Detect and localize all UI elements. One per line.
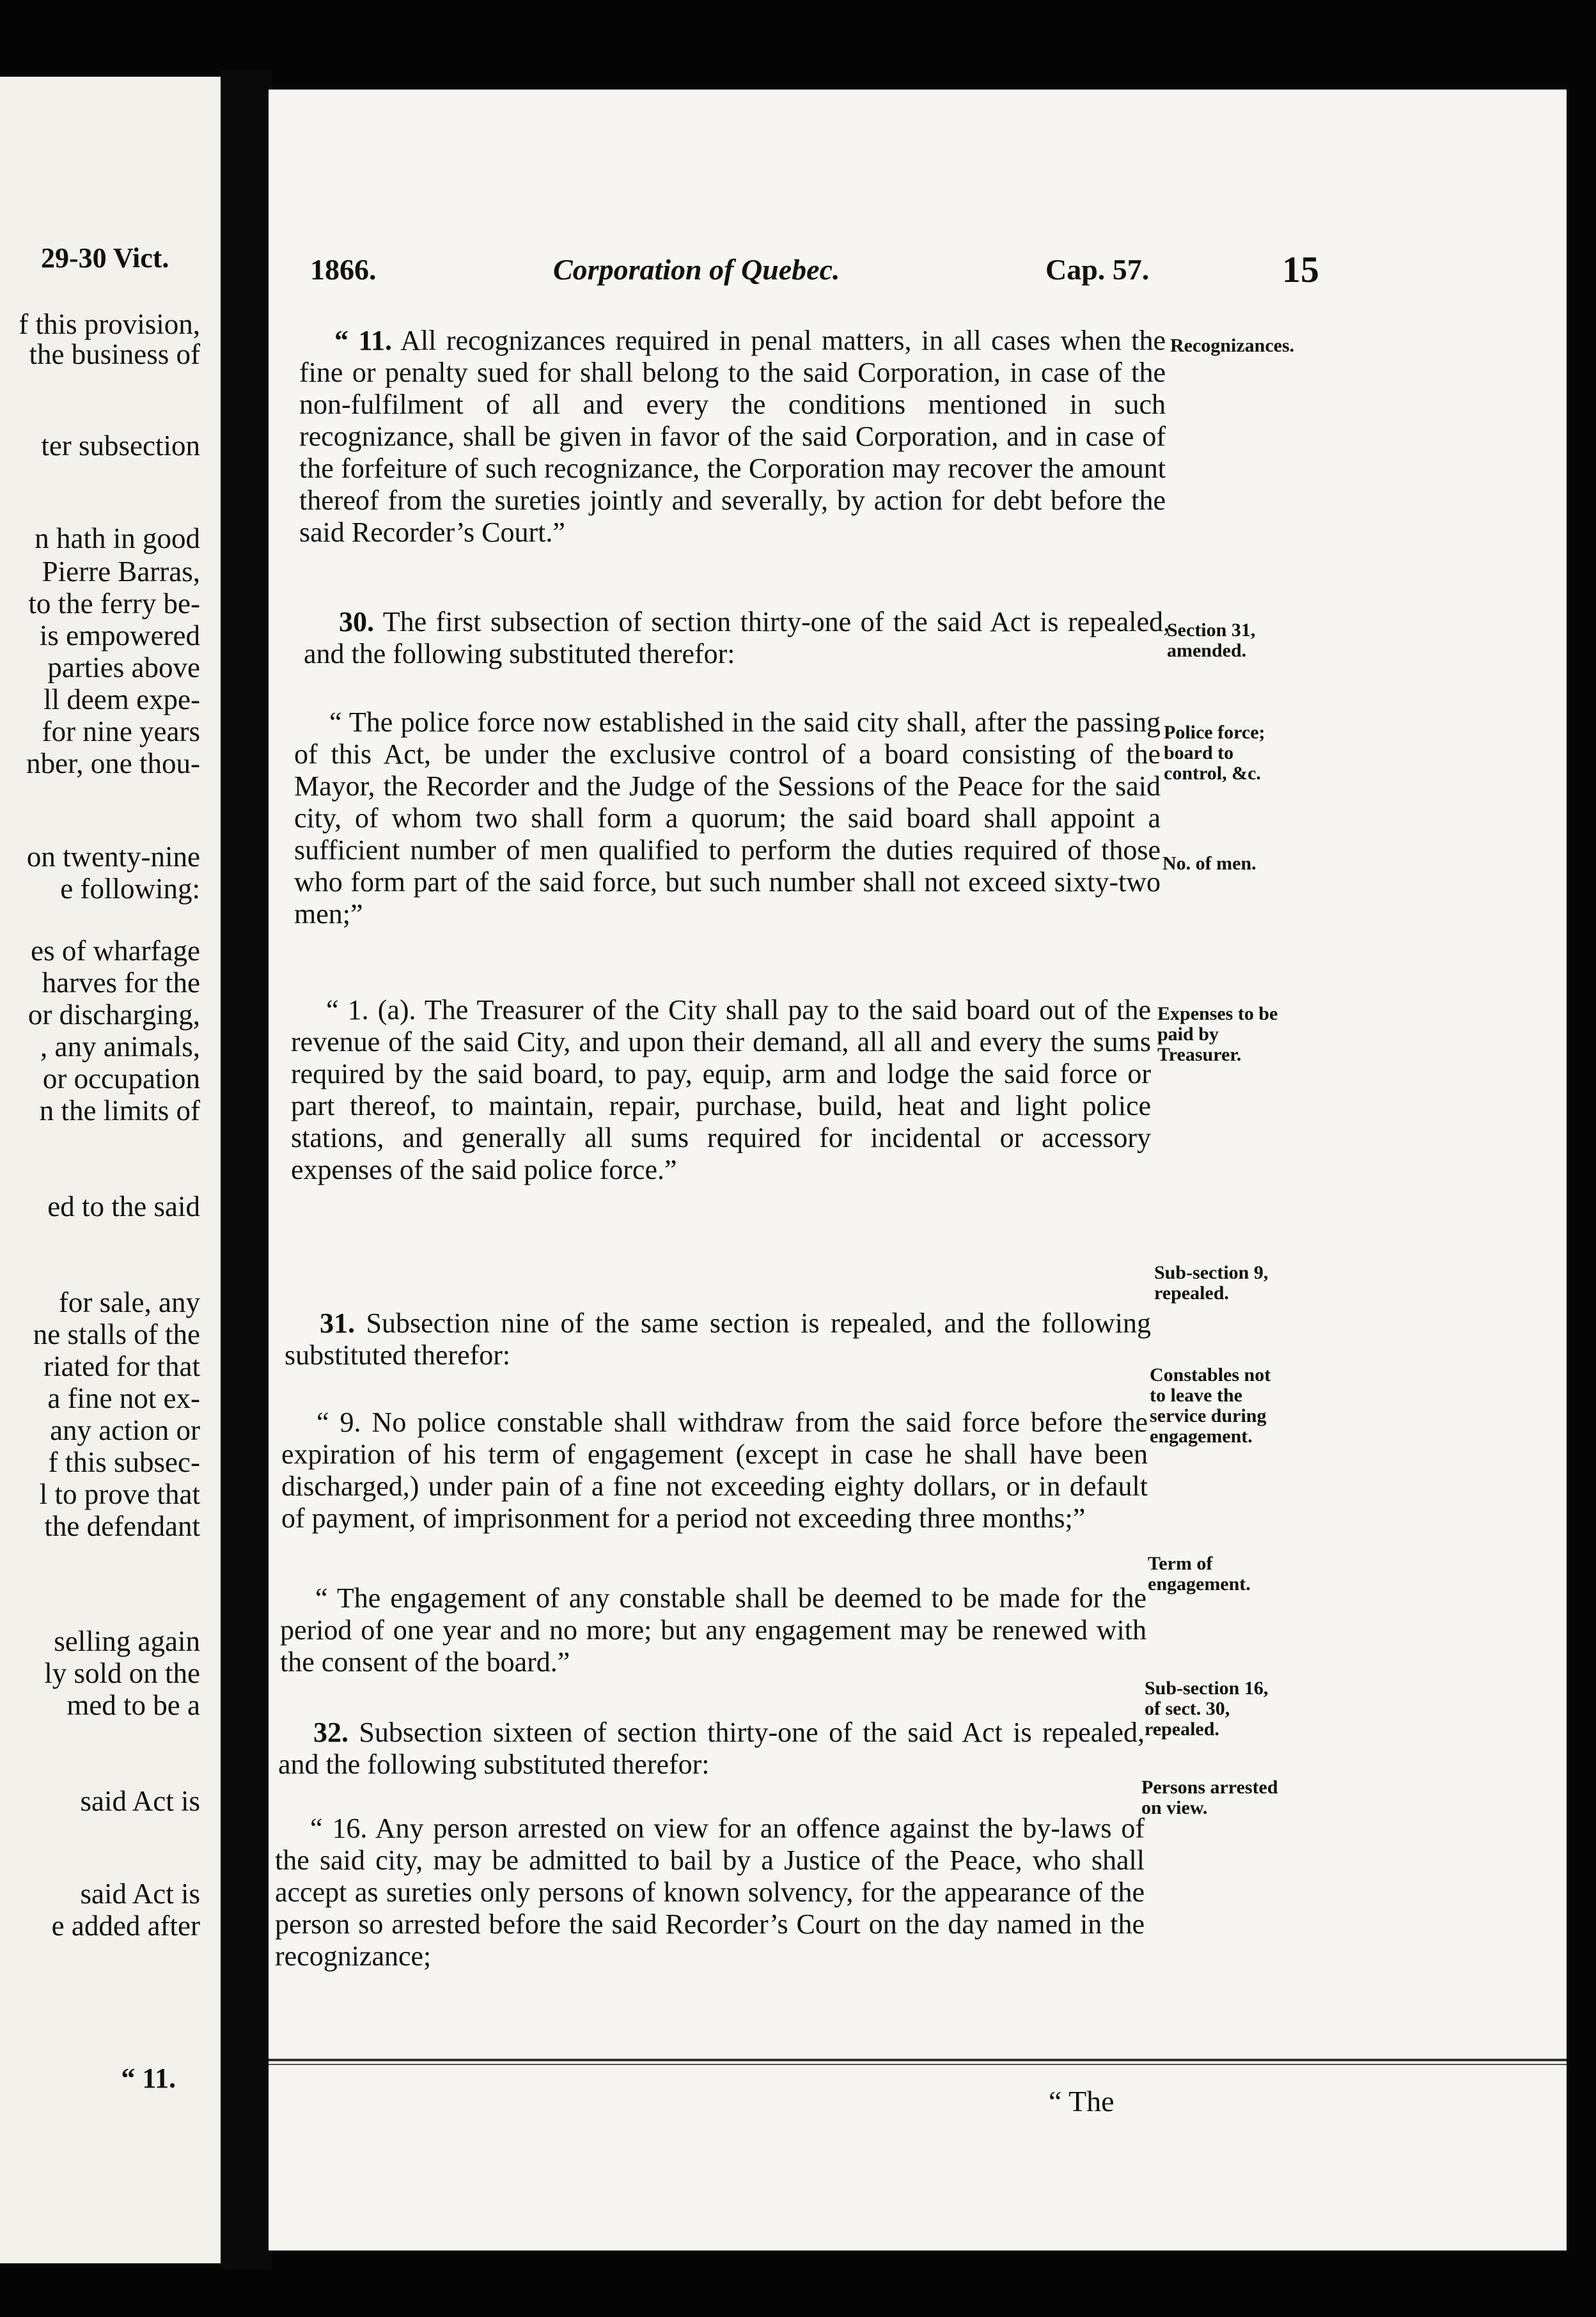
paragraph-engagement: “ The engagement of any constable shall be deemed to be made for the period of one year and no more; but any engagement may be renewed with the consent of the board.” (280, 1582, 1146, 1678)
left-text-line: n hath in good (35, 522, 200, 554)
paragraph-30: 30. The first subsection of section thirty-one of the said Act is repealed, and the following substituted therefor: (304, 606, 1170, 669)
left-text-line: e following: (60, 873, 200, 905)
page-number: 15 (1282, 249, 1319, 290)
marginal-note-police-board: Police force; board to control, &c. (1164, 722, 1265, 784)
left-page-header: 29-30 Vict. (41, 242, 169, 274)
left-text-line: any action or (50, 1414, 200, 1446)
left-text-line: selling again (54, 1625, 200, 1657)
left-text-line: for sale, any (58, 1286, 200, 1318)
left-text-line: med to be a (66, 1689, 200, 1721)
paragraph-32: 32. Subsection sixteen of section thirty-one of the said Act is repealed, and the following substituted therefor: (278, 1717, 1145, 1780)
paragraph-police-force: “ The police force now established in the said city shall, after the passing of this Act, be under the exclusive control of a board consisting of the Mayor, the Recorder and the Judge of the Sessions of the Peace for the said city, of whom two shall form a quorum; the said board shall appoint a sufficient number of men qualified to perform the duties required of those who form part of the said force, but such number shall not exceed sixty-two men;” (294, 706, 1161, 930)
running-head-chapter: Cap. 57. (1045, 253, 1150, 286)
paragraph-11: “ 11. All recognizances required in penal matters, in all cases when the fine or penalty sued for shall belong to the said Corporation, in case of the non-fulfilment of all and every the conditions mentioned in such recognizance, shall be given in favor of the said Corporation, and in case of the forfeiture of such recognizance, the Corporation may recover the amount thereof from the sureties jointly and severally, by action for debt before the said Recorder’s Court.” (299, 325, 1166, 548)
left-text-line: ter subsection (41, 430, 200, 462)
marginal-note-no-of-men: No. of men. (1162, 853, 1256, 874)
left-text-line: said Act is (80, 1878, 200, 1910)
paragraph-16: “ 16. Any person arrested on view for an offence against the by-laws of the said city, may be admitted to bail by a Justice of the Peace, who shall accept as sureties only persons of known solvency, for the appearance of the person so arrested before the said Recorder’s Court on the day named in the recognizance; (275, 1813, 1145, 1972)
left-text-line: , any animals, (40, 1031, 200, 1063)
left-text-line: riated for that (43, 1350, 200, 1382)
left-text-line: l to prove that (39, 1478, 200, 1510)
paragraph-31: 31. Subsection nine of the same section is repealed, and the following substituted therefor: (285, 1307, 1151, 1371)
marginal-note-recognizances: Recognizances. (1170, 335, 1295, 356)
marginal-note-subsection9: Sub-section 9, repealed. (1154, 1262, 1269, 1304)
marginal-note-persons-arrested: Persons arrested on view. (1141, 1777, 1278, 1818)
left-text-line: for nine years (42, 715, 200, 747)
left-text-line: parties above (47, 651, 200, 683)
running-head-title: Corporation of Quebec. (553, 253, 840, 286)
left-text-line: f this provision, (19, 308, 200, 340)
left-text-line: ll deem expe- (43, 683, 200, 715)
left-text-line: the defendant (44, 1510, 200, 1542)
marginal-note-expenses: Expenses to be paid by Treasurer. (1157, 1003, 1278, 1065)
bottom-rule-secondary (269, 2064, 1567, 2065)
left-text-line: on twenty-nine (26, 841, 200, 873)
page-gutter (221, 70, 272, 2270)
left-text-line: nber, one thou- (26, 747, 200, 779)
marginal-note-section31: Section 31, amended. (1167, 620, 1256, 661)
left-text-line: Pierre Barras, (42, 556, 200, 588)
left-text-line: a fine not ex- (47, 1382, 200, 1414)
left-text-line: ly sold on the (44, 1657, 200, 1689)
marginal-note-subsection16: Sub-section 16, of sect. 30, repealed. (1145, 1678, 1269, 1740)
catchword: “ The (1049, 2085, 1115, 2118)
left-page (0, 77, 221, 2263)
paragraph-constable: “ 9. No police constable shall withdraw from the said force before the expiration of his term of engagement (except in case he shall have been discharged,) under pain of a fine not exceeding eighty dollars, or in default of payment, of imprisonment for a period not exceeding three months;” (281, 1407, 1148, 1534)
right-page (269, 90, 1567, 2251)
left-text-line: e added after (51, 1910, 200, 1942)
left-text-line: is empowered (39, 620, 200, 651)
left-text-line: the business of (29, 338, 200, 370)
left-text-line: es of wharfage (31, 935, 200, 967)
left-text-line: to the ferry be- (28, 588, 200, 620)
left-text-line: n the limits of (39, 1095, 200, 1127)
marginal-note-constables: Constables not to leave the service during engagement. (1150, 1364, 1271, 1447)
left-text-line: or discharging, (27, 999, 200, 1031)
running-head-year: 1866. (310, 253, 377, 286)
left-text-line: harves for the (42, 967, 200, 999)
left-text-line: or occupation (42, 1063, 200, 1095)
left-text-line: ne stalls of the (33, 1318, 200, 1350)
left-text-line: said Act is (80, 1785, 200, 1817)
left-page-footer: “ 11. (121, 2063, 176, 2094)
bottom-rule (269, 2059, 1567, 2061)
left-text-line: f this subsec- (48, 1446, 200, 1478)
paragraph-treasurer: “ 1. (a). The Treasurer of the City shall pay to the said board out of the revenue of the said City, and upon their demand, all all and every the sums required by the said board, to pay, equip, arm and lodge the said force or part thereof, to maintain, repair, purchase, build, heat and light police stations, and generally all sums required for incidental or accessory expenses of the said police force.” (291, 994, 1151, 1185)
left-text-line: ed to the said (47, 1190, 200, 1222)
marginal-note-term: Term of engagement. (1148, 1553, 1251, 1595)
